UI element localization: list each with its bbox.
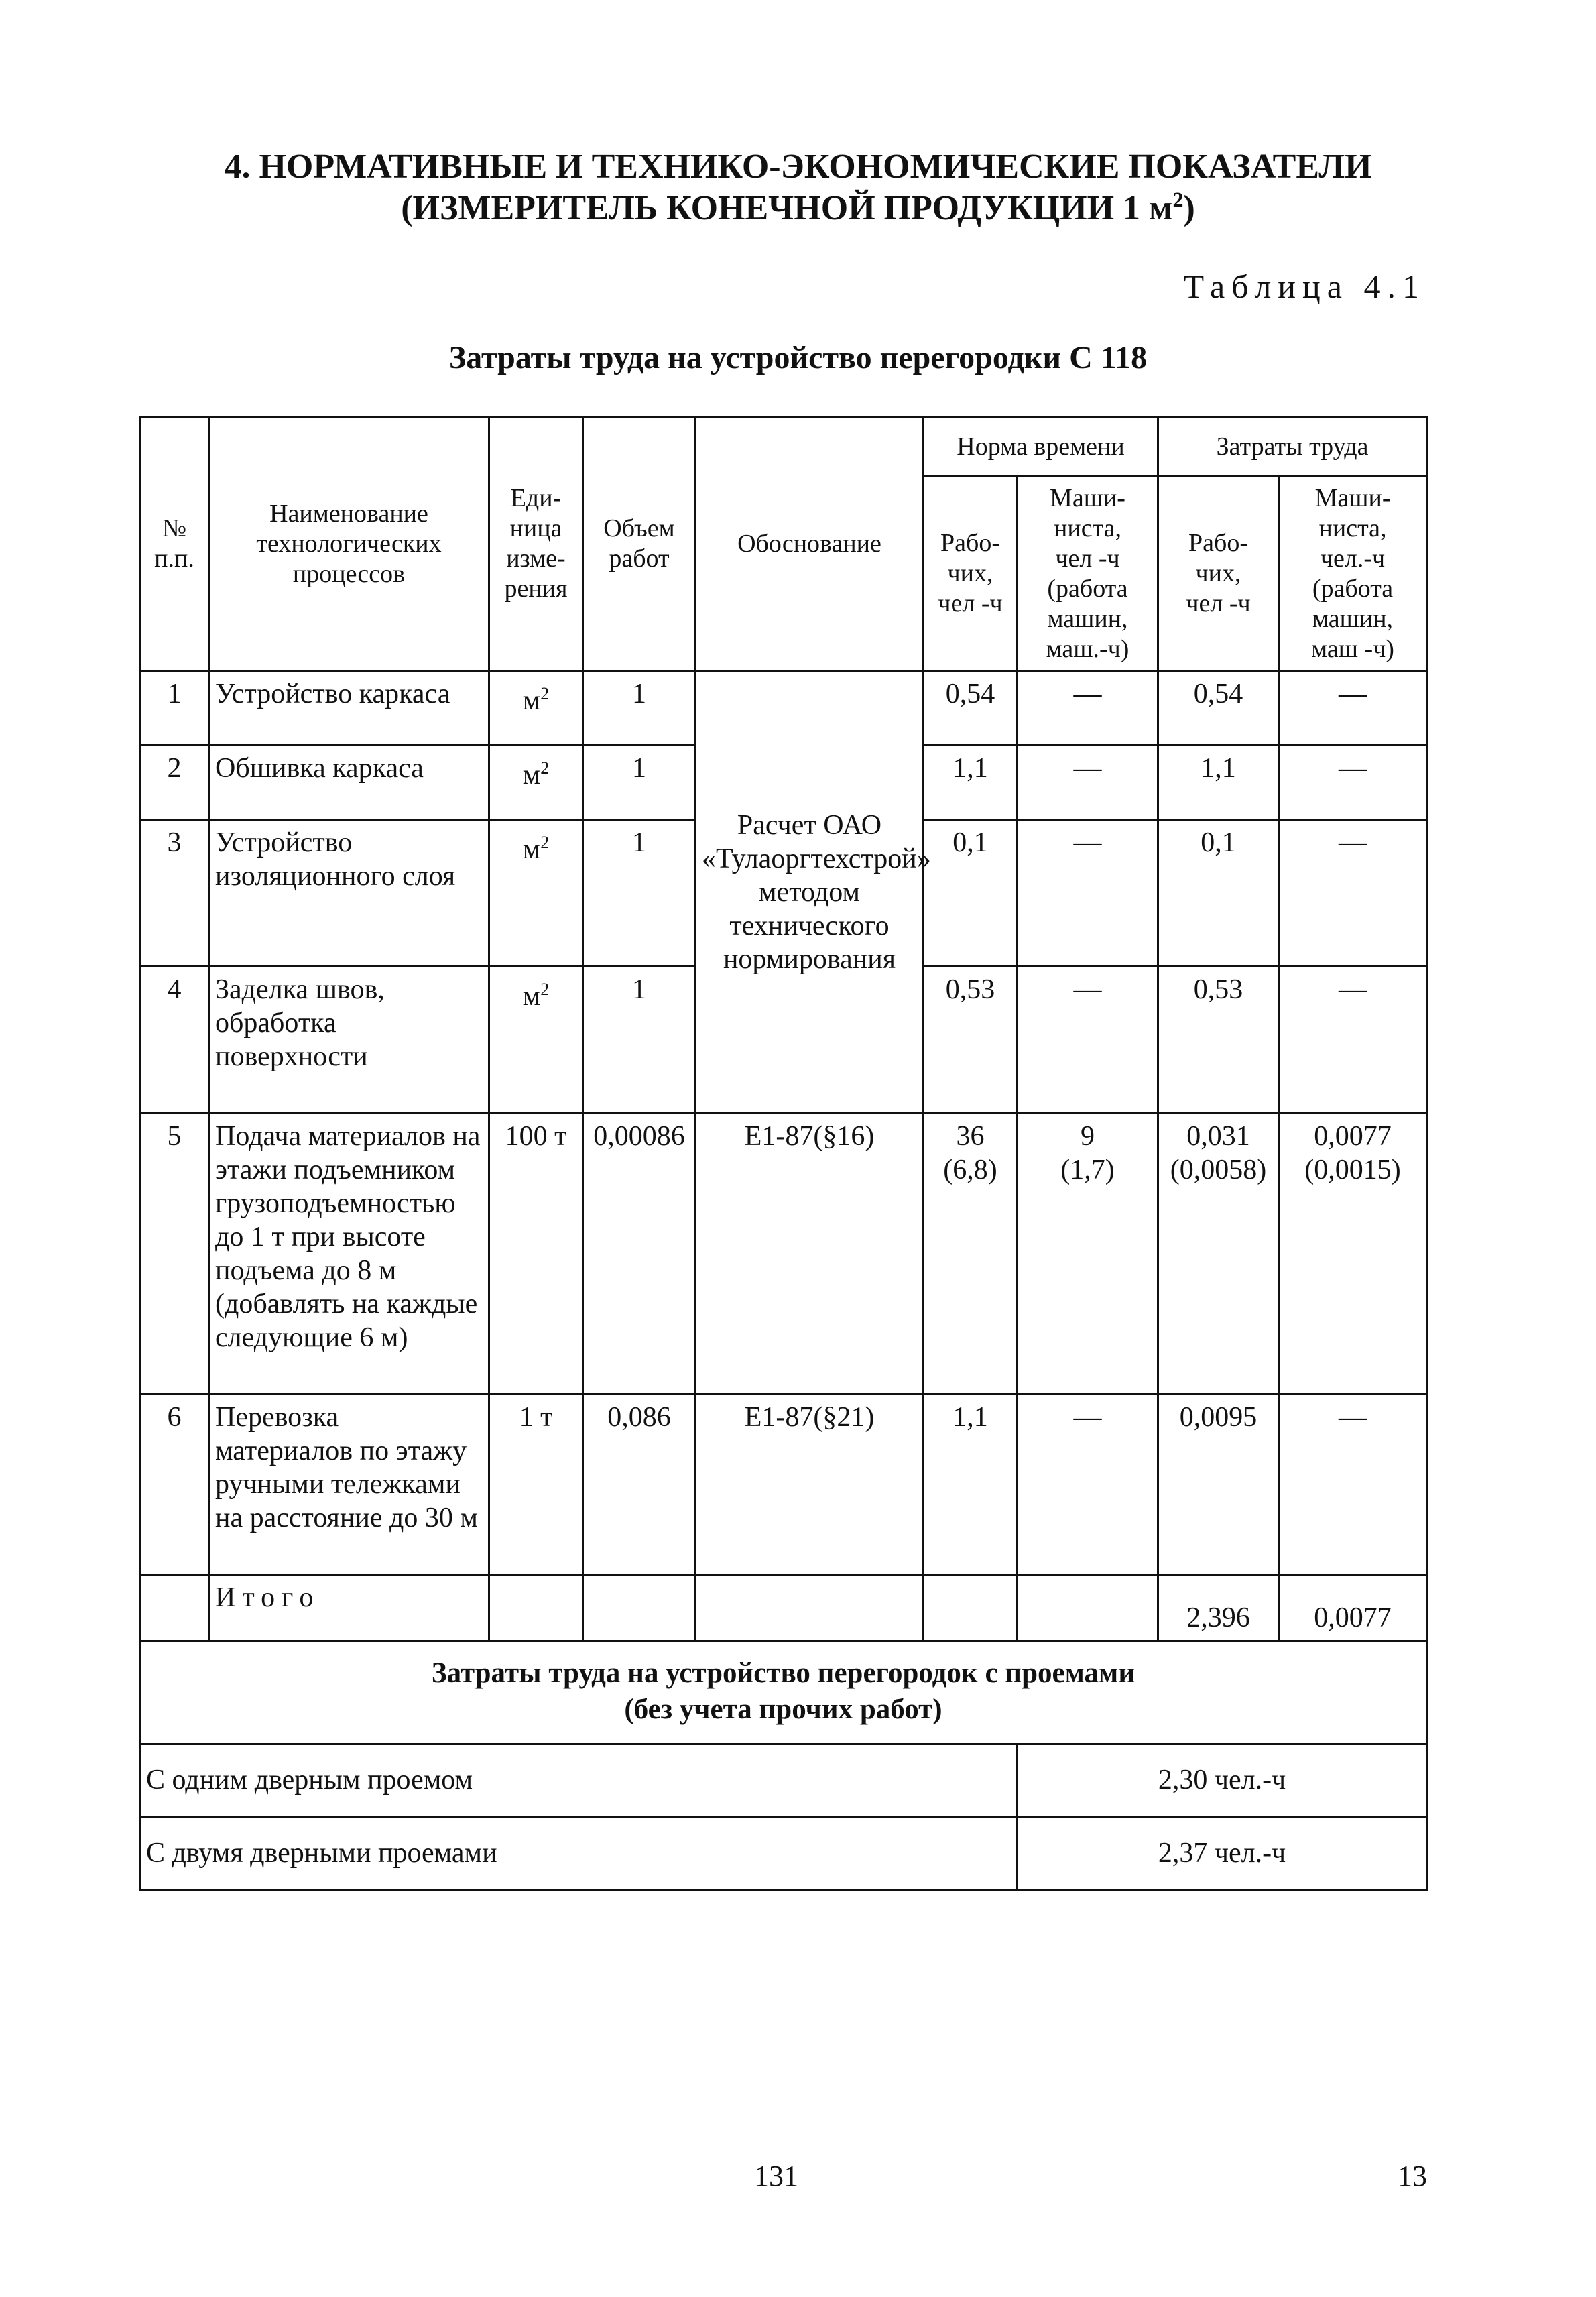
row-norm-machinists: — — [1018, 967, 1158, 1114]
page-number-right: 13 — [1398, 2160, 1427, 2192]
row-cost-workers: 0,53 — [1158, 967, 1279, 1114]
row-volume: 1 — [583, 671, 696, 746]
row-name: Обшивка каркаса — [209, 746, 489, 820]
header-row-1 — [140, 417, 1427, 477]
summary-value: 2,37 чел.-ч — [1018, 1817, 1427, 1890]
row-unit: $м^2$ — [489, 671, 583, 746]
row-num: 2 — [140, 746, 209, 820]
row-unit: 100 т — [489, 1114, 583, 1395]
summary-label: С одним дверным проемом — [140, 1744, 1018, 1817]
page-number-center: 131 — [754, 2160, 798, 2192]
row-norm-machinists: — — [1018, 746, 1158, 820]
col-header-cost-machinists: Маши- ниста, чел.-ч (работа машин, маш -ч) — [1279, 477, 1427, 671]
row-cost-machinists: — — [1279, 671, 1427, 746]
row-basis: Е1-87(§21) — [696, 1395, 924, 1575]
row-num: 3 — [140, 820, 209, 967]
row-norm-workers: 0,1 — [924, 820, 1018, 967]
col-header-volume: Объем работ — [583, 417, 696, 671]
table-row — [140, 671, 1427, 746]
total-label: Итого — [209, 1575, 489, 1641]
row-unit: 1 т — [489, 1395, 583, 1575]
row-norm-workers: 1,1 — [924, 746, 1018, 820]
heading-line-1: 4. НОРМАТИВНЫЕ И ТЕХНИКО-ЭКОНОМИЧЕСКИЕ ПОКАЗАТЕЛИ — [224, 148, 1372, 186]
row-num: 6 — [140, 1395, 209, 1575]
summary-value: 2,30 чел.-ч — [1018, 1744, 1427, 1817]
col-header-cost-group: Затраты труда — [1158, 417, 1427, 477]
row-volume: 0,00086 — [583, 1114, 696, 1395]
row-unit: $м^2$ — [489, 746, 583, 820]
table-row — [140, 1395, 1427, 1575]
table-title: Затраты труда на устройство перегородки С 118 — [448, 340, 1148, 375]
row-norm-machinists: — — [1018, 1395, 1158, 1575]
row-volume: 1 — [583, 820, 696, 967]
row-cost-workers: 0,0095 — [1158, 1395, 1279, 1575]
row-basis: Е1-87(§16) — [696, 1114, 924, 1395]
row-num: 4 — [140, 967, 209, 1114]
summary-title-row — [140, 1641, 1427, 1744]
labor-cost-table — [139, 416, 1428, 1891]
total-row — [140, 1575, 1427, 1641]
section-heading — [134, 146, 1462, 229]
row-cost-workers: 1,1 — [1158, 746, 1279, 820]
col-header-norm-machinists: Маши- ниста, чел -ч (работа машин, маш.-ч) — [1018, 477, 1158, 671]
row-cost-machinists: — — [1279, 967, 1427, 1114]
col-header-cost-workers: Рабо- чих, чел -ч — [1158, 477, 1279, 671]
col-header-num: № п.п. — [140, 417, 209, 671]
row-unit: $м^2$ — [489, 967, 583, 1114]
row-cost-workers: 0,031 (0,0058) — [1158, 1114, 1279, 1395]
row-cost-machinists: — — [1279, 820, 1427, 967]
row-name: Заделка швов, обработка поверхности — [209, 967, 489, 1114]
total-cost-workers: 2,396 — [1158, 1575, 1279, 1641]
row-cost-machinists: — — [1279, 746, 1427, 820]
col-header-norm-group: Норма времени — [924, 417, 1158, 477]
summary-label: С двумя дверными проемами — [140, 1817, 1018, 1890]
row-norm-workers: 0,53 — [924, 967, 1018, 1114]
col-header-unit: Еди- ница изме- рения — [489, 417, 583, 671]
table-reference: Таблица 4.1 — [1183, 268, 1426, 305]
row-norm-workers: 36 (6,8) — [924, 1114, 1018, 1395]
row-norm-workers: 1,1 — [924, 1395, 1018, 1575]
row-norm-machinists: — — [1018, 820, 1158, 967]
row-num: 5 — [140, 1114, 209, 1395]
row-name: Подача материалов на этажи подъемником грузоподъемностью до 1 т при высоте подъема до 8 м (добавлять на каждые следующие 6 м) — [209, 1114, 489, 1395]
row-norm-workers: 0,54 — [924, 671, 1018, 746]
row-name: Перевозка материалов по этажу ручными тележками на расстояние до 30 м — [209, 1395, 489, 1575]
row-basis-shared: Расчет ОАО «Тулаоргтехстрой» методом технического нормирования — [696, 671, 924, 1114]
row-name: Устройство изоляционного слоя — [209, 820, 489, 967]
row-unit: $м^2$ — [489, 820, 583, 967]
summary-row — [140, 1744, 1427, 1817]
row-cost-workers: 0,1 — [1158, 820, 1279, 967]
col-header-norm-workers: Рабо- чих, чел -ч — [924, 477, 1018, 671]
row-name: Устройство каркаса — [209, 671, 489, 746]
row-cost-machinists: 0,0077 (0,0015) — [1279, 1114, 1427, 1395]
heading-line-2: (ИЗМЕРИТЕЛЬ КОНЕЧНОЙ ПРОДУКЦИИ 1 $м^2$) — [401, 187, 1195, 227]
row-volume: 0,086 — [583, 1395, 696, 1575]
total-cost-machinists: 0,0077 — [1279, 1575, 1427, 1641]
row-norm-machinists: — — [1018, 671, 1158, 746]
col-header-basis: Обоснование — [696, 417, 924, 671]
summary-title: Затраты труда на устройство перегородок с проемами (без учета прочих работ) — [140, 1641, 1427, 1744]
summary-row — [140, 1817, 1427, 1890]
row-cost-machinists: — — [1279, 1395, 1427, 1575]
row-norm-machinists: 9 (1,7) — [1018, 1114, 1158, 1395]
row-volume: 1 — [583, 967, 696, 1114]
row-num: 1 — [140, 671, 209, 746]
row-cost-workers: 0,54 — [1158, 671, 1279, 746]
col-header-name: Наименование технологических процессов — [209, 417, 489, 671]
row-volume: 1 — [583, 746, 696, 820]
table-row — [140, 1114, 1427, 1395]
